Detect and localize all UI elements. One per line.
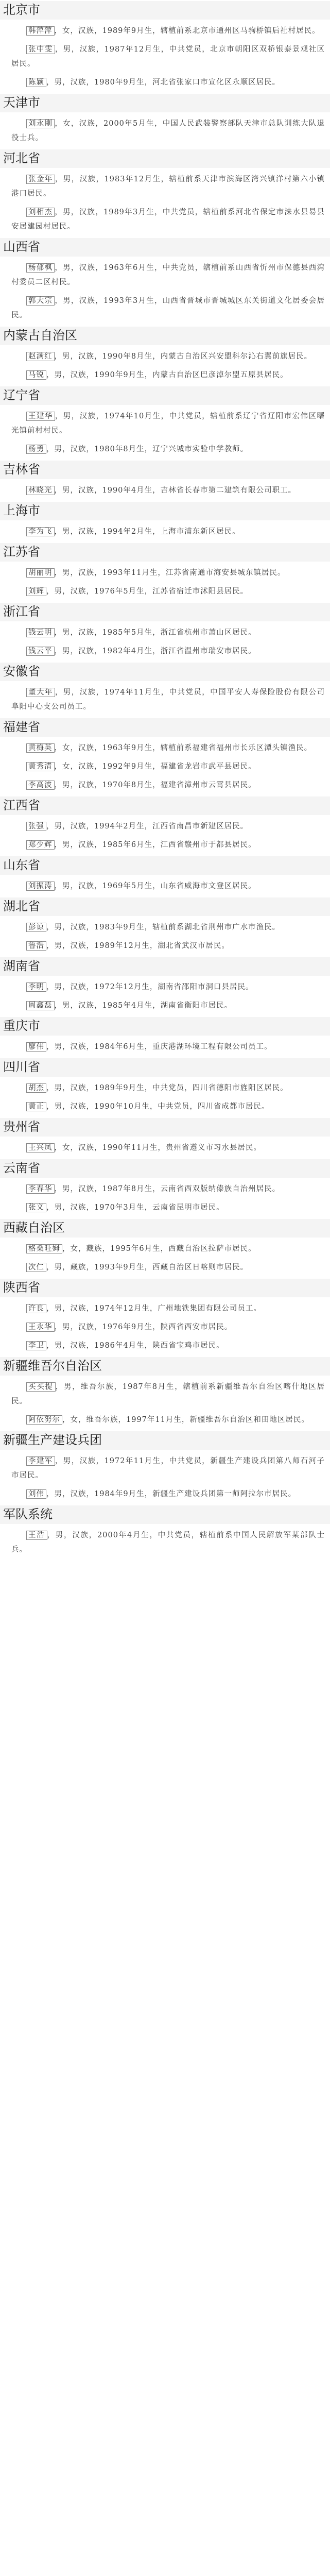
person-description: 男，汉族，1986年4月生，陕西省宝鸡市居民。 [54, 1342, 224, 1350]
person-entry-text: 鲁浩 ，男，汉族，1989年12月生，湖北省武汉市居民。 [11, 939, 325, 953]
person-name: 钱云明 [26, 628, 55, 637]
person-description: 女，藏族，1995年6月生，西藏自治区拉萨市居民。 [70, 1245, 256, 1253]
region-title: 西藏自治区 [0, 1219, 330, 1238]
person-entry [0, 998, 330, 1017]
person-entry [0, 1338, 330, 1357]
region-section [0, 1, 330, 94]
region-section [0, 718, 330, 796]
person-entry-text: 王建华 ，男，汉族，1974年10月生，中共党员，辖植前系辽宁省辽阳市宏伟区曙光镇前村村民。 [11, 412, 325, 435]
person-entry [0, 524, 330, 543]
person-entry-text: 钱云平 ，男，汉族，1982年4月生，浙江省温州市瑞安市居民。 [11, 644, 325, 658]
person-entry [0, 939, 330, 957]
person-description: 女，汉族，1990年11月生，贵州省遵义市习水县居民。 [62, 1144, 262, 1152]
person-entry-text: 胡杰 ，男，汉族，1989年9月生，中共党员，四川省德阳市旌阳区居民。 [11, 1081, 325, 1095]
person-name: 黄正 [26, 1102, 46, 1111]
region-section [0, 502, 330, 543]
person-entry-text: 李高波 ，男，汉族，1970年8月生，福建省漳州市云霄县居民。 [11, 778, 325, 792]
region-title: 陕西省 [0, 1279, 330, 1297]
region-section [0, 543, 330, 603]
person-entry [0, 42, 330, 75]
person-name: 阿依努尔 [26, 1415, 62, 1425]
person-name: 韩萍萍 [26, 26, 55, 36]
person-entry-text: 刘辉 ，男，汉族，1976年5月生，江苏省宿迁市沭阳县居民。 [11, 584, 325, 599]
person-name: 胡丽明 [26, 568, 55, 578]
person-name: 胡杰 [26, 1083, 46, 1093]
person-entry-text: 刘伟 ，男，汉族，1984年9月生，新疆生产建设兵团第一师阿拉尔市居民。 [11, 1487, 325, 1501]
region-title: 山西省 [0, 238, 330, 257]
person-name: 许良 [26, 1304, 46, 1313]
person-entry-text: 刘振涛 ，男，汉族，1969年5月生，山东省威海市文登区居民。 [11, 879, 325, 893]
person-description: 男，汉族，1989年3月生，中共党员，辖植前系河北省保定市涞水县易县安居建园村居民。 [11, 208, 325, 231]
person-entry-text: 李为飞 ，男，汉族，1994年2月生，上海市浦东新区居民。 [11, 524, 325, 539]
person-name: 王兴凤 [26, 1143, 55, 1153]
person-name: 黄秀清 [26, 762, 55, 771]
person-entry [0, 819, 330, 838]
person-entry-text: 赵满红 ，男，汉族，1990年8月生，内蒙古自治区兴安盟科尔沁右翼前旗居民。 [11, 349, 325, 364]
person-entry-text: 张强 ，男，汉族，1994年2月生，江西省南昌市新建区居民。 [11, 819, 325, 834]
person-name: 郭大宗 [26, 296, 55, 306]
region-section [0, 663, 330, 718]
region-title: 山东省 [0, 856, 330, 875]
person-entry-text: 张义 ，男，汉族，1970年3月生，云南省昆明市居民。 [11, 1200, 325, 1215]
person-name: 刘相杰 [26, 208, 55, 217]
person-entry-text: 李明 ，男，汉族，1972年12月生，湖南省邵阳市洞口县居民。 [11, 980, 325, 994]
region-title: 天津市 [0, 94, 330, 112]
person-name: 张义 [26, 1203, 46, 1212]
person-entry [0, 349, 330, 368]
person-name: 钱云平 [26, 647, 55, 656]
region-section [0, 461, 330, 502]
person-name: 赵满红 [26, 352, 55, 361]
person-description: 男，汉族，1994年2月生，江西省南昌市新建区居民。 [54, 822, 249, 831]
person-entry-text: 彭谅 ，男，汉族，1983年9月生，辖植前系湖北省荆州市广水市渔民。 [11, 920, 325, 935]
person-description: 男，汉族，1989年12月生，湖北省武汉市居民。 [54, 942, 230, 950]
person-entry-text: 王兴凤 ，女，汉族，1990年11月生，贵州省遵义市习水县居民。 [11, 1141, 325, 1155]
person-entry [0, 1380, 330, 1413]
person-name: 杨郁枫 [26, 263, 55, 273]
region-section [0, 603, 330, 663]
person-name: 郑少辉 [26, 840, 55, 850]
person-name: 廖伟 [26, 1042, 46, 1052]
region-title: 江苏省 [0, 543, 330, 562]
person-description: 男，汉族，1984年6月生，重庆港湖环境工程有限公司员工。 [54, 1043, 272, 1051]
person-description: 男，汉族，1987年12月生，中共党员，北京市朝阳区双桥银泰景观社区居民。 [11, 45, 325, 68]
person-name: 李高波 [26, 781, 55, 790]
person-name: 李春华 [26, 1184, 55, 1194]
person-description: 男，汉族，1993年3月生，山西省晋城市晋城城区东关街道文化居委会居民。 [11, 297, 325, 319]
person-description: 男，汉族，1970年3月生，云南省昆明市居民。 [54, 1204, 224, 1212]
region-section [0, 957, 330, 1017]
person-entry [0, 566, 330, 584]
region-section [0, 327, 330, 386]
person-description: 男，汉族，2000年4月生，中共党员，辖植前系中国人民解放军某部队士兵。 [11, 1531, 325, 1554]
person-description: 男，汉族，1985年6月生，江西省赣州市于都县居民。 [62, 841, 256, 849]
region-section [0, 1118, 330, 1159]
person-name: 张中雯 [26, 45, 55, 54]
region-section [0, 1219, 330, 1279]
region-title: 湖北省 [0, 897, 330, 916]
person-description: 男，汉族，1985年5月生，浙江省杭州市萧山区居民。 [62, 629, 256, 637]
person-name: 王浩 [26, 1531, 47, 1540]
person-name: 王永华 [26, 1323, 55, 1332]
region-title: 浙江省 [0, 603, 330, 621]
region-title: 贵州省 [0, 1118, 330, 1137]
person-name: 刘辉 [26, 587, 46, 596]
person-name: 董大年 [26, 688, 55, 697]
person-name: 鲁浩 [26, 941, 46, 951]
person-description: 男，藏族，1993年9月生，西藏自治区日喀则市居民。 [54, 1263, 249, 1272]
person-entry [0, 1200, 330, 1219]
region-title: 军队系统 [0, 1505, 330, 1524]
person-entry-text: 廖伟 ，男，汉族，1984年6月生，重庆港湖环境工程有限公司员工。 [11, 1040, 325, 1054]
person-description: 男，汉族，1963年6月生，中共党员，辖植前系山西省忻州市保德县西湾村委员二区村民。 [11, 264, 325, 286]
person-entry [0, 1141, 330, 1159]
person-entry-text: 刘相杰 ，男，汉族，1989年3月生，中共党员，辖植前系河北省保定市涞水县易县安居建园村居民。 [11, 208, 325, 231]
person-description: 男，汉族，1976年5月生，江苏省宿迁市沭阳县居民。 [54, 587, 249, 596]
person-description: 男，汉族，1984年9月生，新疆生产建设兵团第一师阿拉尔市居民。 [54, 1490, 297, 1498]
region-title: 辽宁省 [0, 386, 330, 405]
person-name: 李明 [26, 982, 46, 992]
person-entry [0, 172, 330, 205]
person-description: 女，汉族，2000年5月生，中国人民武装警察部队天津市总队训练大队退役士兵。 [11, 120, 325, 142]
person-entry [0, 584, 330, 603]
person-description: 男，汉族，1994年2月生，上海市浦东新区居民。 [62, 528, 240, 536]
person-entry [0, 1454, 330, 1487]
person-entry-text: 黄正 ，男，汉族，1990年10月生，中共党员，四川省成都市居民。 [11, 1099, 325, 1114]
person-name: 李为飞 [26, 527, 55, 536]
person-entry [0, 1040, 330, 1058]
person-entry [0, 1081, 330, 1099]
region-section [0, 94, 330, 149]
person-description: 男，汉族，1974年12月生，广州地铁集团有限公司员工。 [54, 1304, 262, 1313]
person-entry-text: 杨郁枫 ，男，汉族，1963年6月生，中共党员，辖植前系山西省忻州市保德县西湾村委员二区村民。 [11, 264, 325, 286]
person-entry [0, 261, 330, 294]
person-entry [0, 483, 330, 502]
person-name: 李卫 [26, 1341, 46, 1350]
person-entry-text: 董大年 ，男，汉族，1974年11月生，中共党员，中国平安人寿保险股份有限公司阜阳中心支公司员工。 [11, 688, 325, 711]
person-entry-text: 郭大宗 ，男，汉族，1993年3月生，山西省晋城市晋城城区东关街道文化居委会居民。 [11, 297, 325, 319]
person-entry [0, 741, 330, 759]
person-description: 男，汉族，1980年9月生，河北省张家口市宣化区永顺区居民。 [54, 78, 281, 87]
region-title: 福建省 [0, 718, 330, 737]
person-name: 彭谅 [26, 923, 46, 932]
person-entry-text: 李春华 ，男，汉族，1987年8月生，云南省西双版纳傣族自治州居民。 [11, 1182, 325, 1196]
person-entry-text: 林晓光 ，男，汉族，1990年4月生，吉林省长春市第二建筑有限公司职工。 [11, 483, 325, 498]
person-description: 男，汉族，1972年12月生，湖南省邵阳市洞口县居民。 [54, 983, 254, 991]
person-description: 男，汉族，1980年8月生，辽宁兴城市实验中学教师。 [54, 445, 249, 453]
region-title: 江西省 [0, 796, 330, 815]
region-section [0, 796, 330, 856]
person-description: 男，汉族，1990年8月生，内蒙古自治区兴安盟科尔沁右翼前旗居民。 [62, 352, 312, 361]
person-entry [0, 294, 330, 327]
region-title: 上海市 [0, 502, 330, 520]
person-entry [0, 1528, 330, 1561]
person-entry-text: 格桑旺姆 ，女，藏族，1995年6月生，西藏自治区拉萨市居民。 [11, 1242, 325, 1256]
region-title: 内蒙古自治区 [0, 327, 330, 345]
person-entry [0, 778, 330, 796]
person-entry [0, 24, 330, 42]
person-name: 买买提 [26, 1382, 56, 1392]
person-entry [0, 1301, 330, 1320]
person-entry-text: 胡丽明 ，男，汉族，1993年11月生，江苏省南通市海安县城东镇居民。 [11, 566, 325, 580]
person-entry [0, 980, 330, 998]
region-title: 湖南省 [0, 957, 330, 976]
person-name: 格桑旺姆 [26, 1244, 62, 1253]
person-name: 次仁 [26, 1263, 46, 1272]
person-entry [0, 116, 330, 149]
person-entry [0, 1260, 330, 1279]
region-section [0, 1017, 330, 1058]
person-description: 男，汉族，1983年12月生，辖植前系天津市滨海区湾兴镇洋村第六小镇港口居民。 [11, 175, 325, 198]
person-description: 男，汉族，1987年8月生，云南省西双版纳傣族自治州居民。 [62, 1185, 281, 1193]
person-entry [0, 1099, 330, 1118]
person-name: 刘伟 [26, 1489, 46, 1499]
person-description: 女，维吾尔族，1997年11月生，新疆维吾尔自治区和田地区居民。 [70, 1416, 309, 1424]
person-entry [0, 1487, 330, 1505]
person-entry-text: 钱云明 ，男，汉族，1985年5月生，浙江省杭州市萧山区居民。 [11, 625, 325, 640]
person-description: 男，汉族，1990年9月生，内蒙古自治区巴彦淖尔盟五原县居民。 [54, 371, 288, 379]
person-name: 张强 [26, 822, 46, 831]
region-title: 新疆生产建设兵团 [0, 1431, 330, 1450]
person-entry-text: 黄梅英 ，女，汉族，1963年9月生，辖植前系福建省福州市长乐区潭头镇渔民。 [11, 741, 325, 755]
person-name: 张金年 [26, 175, 55, 184]
person-entry [0, 1413, 330, 1431]
region-title: 四川省 [0, 1058, 330, 1077]
person-description: 男，汉族，1983年9月生，辖植前系湖北省荆州市广水市渔民。 [54, 923, 281, 931]
person-name: 王建华 [26, 412, 55, 421]
person-entry-text: 杨勇 ，男，汉族，1980年8月生，辽宁兴城市实验中学教师。 [11, 442, 325, 456]
person-description: 男，汉族，1982年4月生，浙江省温州市瑞安市居民。 [62, 647, 256, 655]
person-name: 杨勇 [26, 445, 46, 454]
person-description: 男，汉族，1970年8月生，福建省漳州市云霄县居民。 [62, 781, 256, 789]
person-entry-text: 周鑫磊 ，男，汉族，1985年4月生，湖南省衡阳市居民。 [11, 998, 325, 1013]
person-name: 周鑫磊 [26, 1001, 55, 1010]
person-description: 男，汉族，1972年11月生，中共党员，新疆生产建设兵团第八师石河子市居民。 [11, 1457, 325, 1480]
person-name: 刘永刚 [26, 119, 55, 128]
person-description: 男，汉族，1993年11月生，江苏省南通市海安县城东镇居民。 [62, 569, 286, 577]
person-description: 男，汉族，1969年5月生，山东省威海市文登区居民。 [62, 882, 256, 890]
person-entry-text: 刘永刚 ，女，汉族，2000年5月生，中国人民武装警察部队天津市总队训练大队退役士兵。 [11, 120, 325, 142]
person-description: 男，汉族，1989年9月生，中共党员，四川省德阳市旌阳区居民。 [54, 1084, 288, 1092]
region-section [0, 1357, 330, 1431]
person-entry [0, 1320, 330, 1338]
person-entry-text: 张中雯 ，男，汉族，1987年12月生，中共党员，北京市朝阳区双桥银泰景观社区居民。 [11, 45, 325, 68]
region-section [0, 897, 330, 957]
person-entry [0, 879, 330, 897]
region-title: 重庆市 [0, 1017, 330, 1036]
person-entry-text: 郑少辉 ，男，汉族，1985年6月生，江西省赣州市于都县居民。 [11, 838, 325, 852]
person-entry [0, 685, 330, 718]
person-description: 女，汉族，1992年9月生，福建省龙岩市武平县居民。 [62, 762, 256, 771]
person-entry [0, 759, 330, 778]
person-entry-text: 买买提 ，男，维吾尔族，1987年8月生，辖植前系新疆维吾尔自治区喀什地区居民。 [11, 1383, 325, 1405]
person-entry [0, 625, 330, 644]
person-description: 男，汉族，1990年4月生，吉林省长春市第二建筑有限公司职工。 [62, 486, 297, 495]
person-entry [0, 368, 330, 386]
person-entry [0, 205, 330, 238]
person-entry-text: 许良 ，男，汉族，1974年12月生，广州地铁集团有限公司员工。 [11, 1301, 325, 1316]
person-name: 陈颖 [26, 78, 46, 87]
person-name: 黄梅英 [26, 743, 55, 753]
region-section [0, 856, 330, 897]
person-entry-text: 王永华 ，男，汉族，1976年9月生，陕西省西安市居民。 [11, 1320, 325, 1334]
person-entry-text: 马锐 ，男，汉族，1990年9月生，内蒙古自治区巴彦淖尔盟五原县居民。 [11, 368, 325, 382]
person-description: 男，汉族，1974年10月生，中共党员，辖植前系辽宁省辽阳市宏伟区曙光镇前村村民。 [11, 412, 325, 435]
person-entry [0, 838, 330, 856]
person-entry-text: 陈颖 ，男，汉族，1980年9月生，河北省张家口市宣化区永顺区居民。 [11, 75, 325, 90]
person-description: 男，汉族，1985年4月生，湖南省衡阳市居民。 [62, 1002, 233, 1010]
person-entry [0, 442, 330, 461]
region-section [0, 1505, 330, 1561]
region-title: 吉林省 [0, 461, 330, 479]
person-description: 女，汉族，1963年9月生，辖植前系福建省福州市长乐区潭头镇渔民。 [62, 744, 312, 752]
person-name: 刘振涛 [26, 882, 55, 891]
region-section [0, 386, 330, 461]
region-title: 云南省 [0, 1159, 330, 1178]
person-entry [0, 75, 330, 94]
person-entry-text: 黄秀清 ，女，汉族，1992年9月生，福建省龙岩市武平县居民。 [11, 759, 325, 774]
person-entry-text: 次仁 ，男，藏族，1993年9月生，西藏自治区日喀则市居民。 [11, 1260, 325, 1275]
person-entry [0, 1242, 330, 1260]
person-description: 女，汉族，1989年9月生，辖植前系北京市通州区马驹桥镇后社村居民。 [62, 27, 320, 35]
person-name: 马锐 [26, 370, 46, 380]
region-section [0, 1159, 330, 1219]
person-description: 男，汉族，1974年11月生，中共党员，中国平安人寿保险股份有限公司阜阳中心支公司员工。 [11, 688, 325, 711]
region-section [0, 149, 330, 238]
region-section [0, 1058, 330, 1118]
person-entry-text: 阿依努尔 ，女，维吾尔族，1997年11月生，新疆维吾尔自治区和田地区居民。 [11, 1413, 325, 1427]
person-name: 林晓光 [26, 486, 55, 495]
person-entry-text: 李建军 ，男，汉族，1972年11月生，中共党员，新疆生产建设兵团第八师石河子市居民。 [11, 1457, 325, 1480]
person-entry [0, 920, 330, 939]
region-title: 安徽省 [0, 663, 330, 681]
region-title: 北京市 [0, 1, 330, 20]
person-entry [0, 644, 330, 663]
person-description: 男，汉族，1976年9月生，陕西省西安市居民。 [62, 1323, 233, 1331]
person-description: 男，汉族，1990年10月生，中共党员，四川省成都市居民。 [54, 1103, 270, 1111]
region-title: 新疆维吾尔自治区 [0, 1357, 330, 1376]
region-section [0, 1279, 330, 1357]
region-title: 河北省 [0, 149, 330, 168]
person-entry [0, 409, 330, 442]
person-entry-text: 韩萍萍 ，女，汉族，1989年9月生，辖植前系北京市通州区马驹桥镇后社村居民。 [11, 24, 325, 38]
region-section [0, 1431, 330, 1505]
person-description: 男，维吾尔族，1987年8月生，辖植前系新疆维吾尔自治区喀什地区居民。 [11, 1383, 325, 1405]
person-entry-text: 李卫 ，男，汉族，1986年4月生，陕西省宝鸡市居民。 [11, 1338, 325, 1353]
person-entry-text: 张金年 ，男，汉族，1983年12月生，辖植前系天津市滨海区湾兴镇洋村第六小镇港口居民。 [11, 175, 325, 198]
person-name: 李建军 [26, 1456, 55, 1466]
person-entry [0, 1182, 330, 1200]
region-section [0, 238, 330, 327]
person-entry-text: 王浩 ，男，汉族，2000年4月生，中共党员，辖植前系中国人民解放军某部队士兵。 [11, 1531, 325, 1554]
